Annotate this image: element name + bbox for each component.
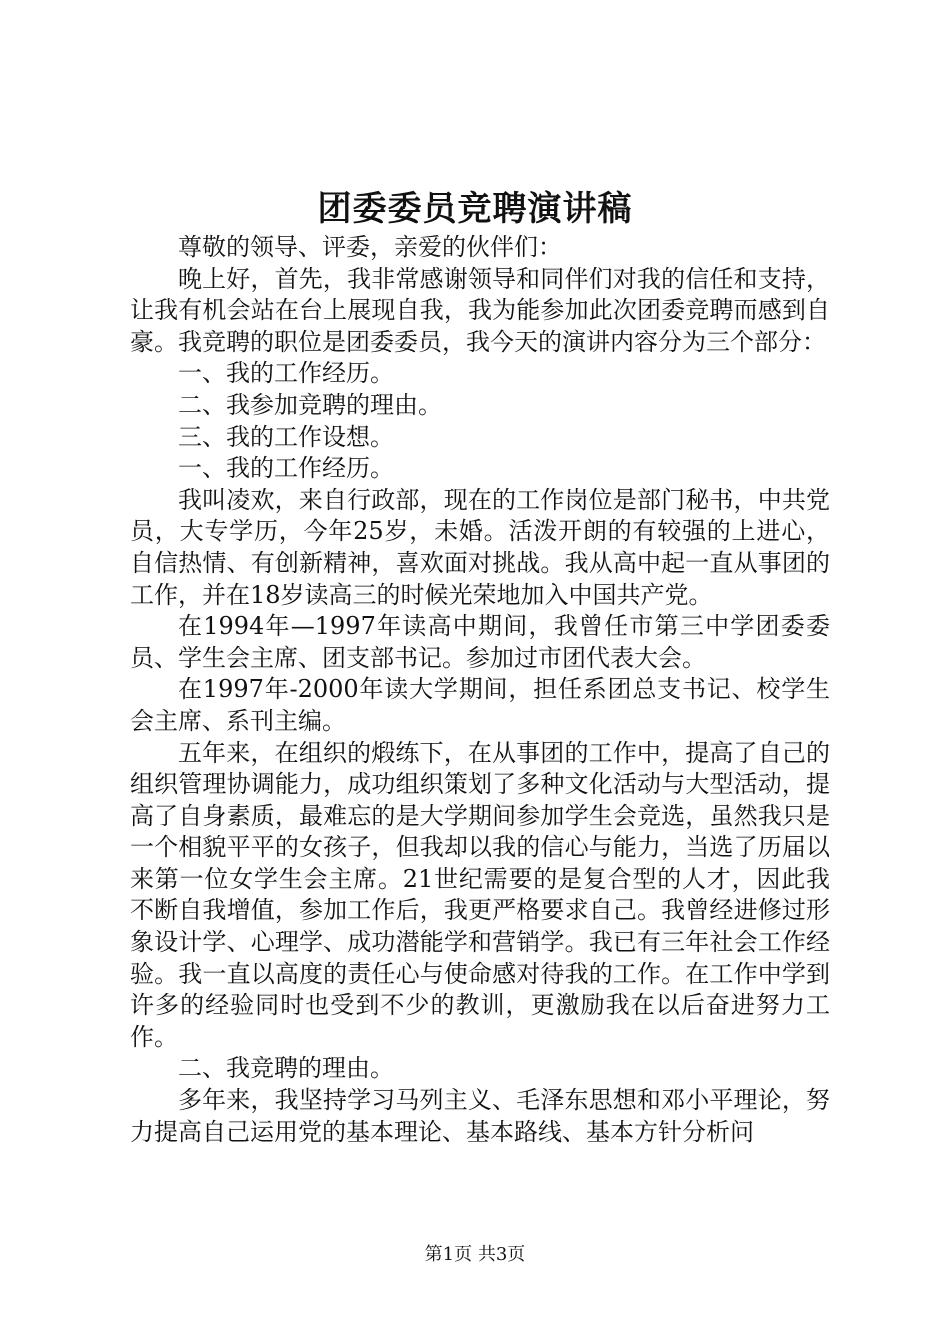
paragraph: 一、我的工作经历。: [178, 359, 394, 388]
page-title: 团委委员竞聘演讲稿: [317, 189, 633, 229]
paragraph: 尊敬的领导、评委，亲爱的伙伴们：: [178, 233, 562, 261]
paragraph: 一、我的工作经历。: [178, 454, 394, 483]
paragraph: 晚上好，首先，我非常感谢领导和同伴们对我的信任和支持，让我有机会站在台上展现自我，我为能参加此次团委竞聘而感到自豪。我竞聘的职位是团委委员，我今天的演讲内容分为三个部分：: [130, 264, 830, 356]
paragraph: 三、我的工作设想。: [178, 422, 394, 451]
paragraph: 二、我竞聘的理由。: [178, 1054, 394, 1083]
paragraph: 多年来，我坚持学习马列主义、毛泽东思想和邓小平理论，努力提高自己运用党的基本理论、基本路线、基本方针分析问: [130, 1086, 830, 1146]
paragraph: 二、我参加竞聘的理由。: [178, 390, 442, 419]
paragraph: 五年来，在组织的煅练下，在从事团的工作中，提高了自己的组织管理协调能力，成功组织策划了多种文化活动与大型活动，提高了自身素质，最难忘的是大学期间参加学生会竞选，虽然我只是一个相貌平平的女孩子，但我却以我的信心与能力，当选了历届以来第一位女学生会主席。21世纪需要的是复合型的人才，因此我不断自我增值，参加工作后，我更严格要求自己。我曾经进修过形象设计学、心理学、成功潜能学和营销学。我已有三年社会工作经验。我一直以高度的责任心与使命感对待我的工作。在工作中学到许多的经验同时也受到不少的教训，更激励我在以后奋进努力工作。: [130, 738, 830, 1051]
paragraph: 在1994年—1997年读高中期间，我曾任市第三中学团委委员、学生会主席、团支部书记。参加过市团代表大会。: [130, 612, 830, 672]
page-footer: 第1页 共3页: [424, 1244, 526, 1265]
document-body: [130, 232, 830, 1148]
paragraph: 在1997年-2000年读大学期间，担任系团总支书记、校学生会主席、系刊主编。: [130, 675, 830, 735]
paragraph: 我叫凌欢，来自行政部，现在的工作岗位是部门秘书，中共党员，大专学历，今年25岁，未婚。活泼开朗的有较强的上进心，自信热情、有创新精神，喜欢面对挑战。我从高中起一直从事团的工作，并在18岁读高三的时候光荣地加入中国共产党。: [130, 485, 830, 609]
